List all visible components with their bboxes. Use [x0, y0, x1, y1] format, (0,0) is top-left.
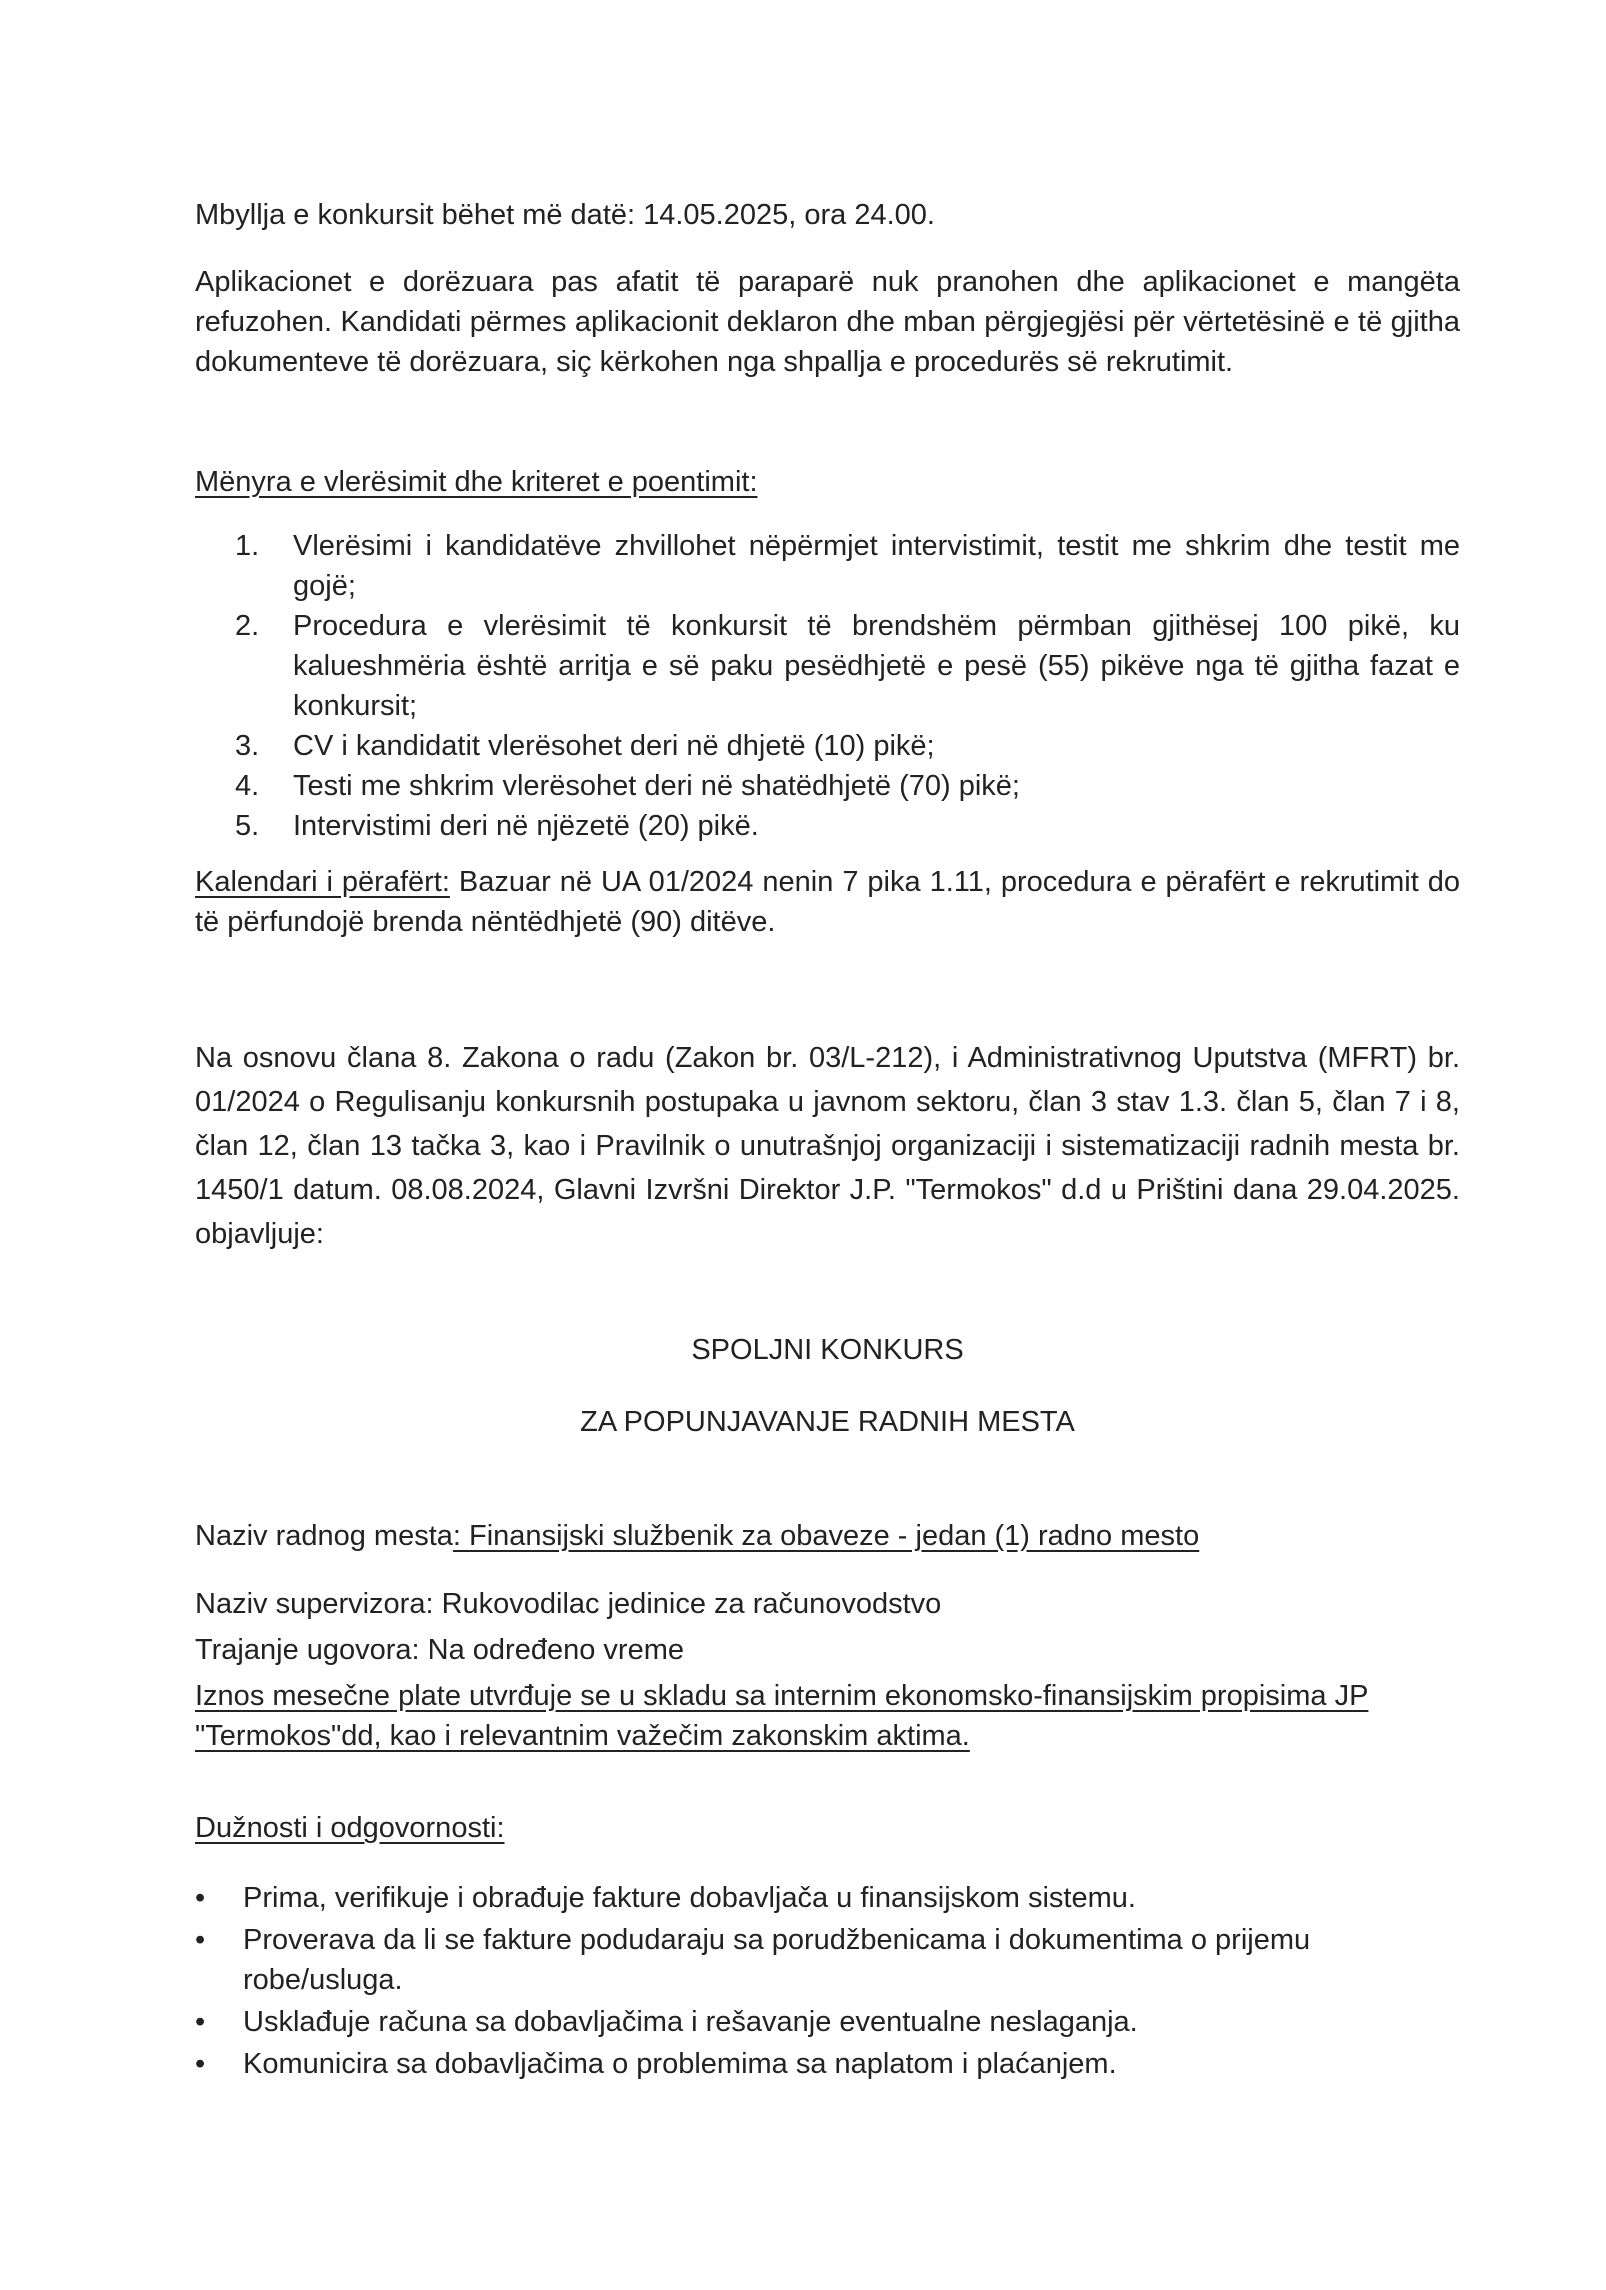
duties-list — [195, 1878, 1460, 2086]
salary-paragraph — [195, 1676, 1460, 1756]
list-item — [235, 726, 1460, 766]
bullet-icon: • — [195, 2048, 206, 2080]
duties-heading-text: Dužnosti i odgovornosti: — [195, 1812, 505, 1844]
list-item-number: 4. — [235, 770, 260, 802]
calendar-text: Bazuar në UA 01/2024 nenin 7 pika 1.11, procedura e përafërt e rekrutimit do të përfundojë brenda nëntëdhjetë (90) ditëve. — [195, 866, 1460, 938]
list-item — [235, 606, 1460, 726]
list-item — [195, 2044, 1460, 2084]
albanian-intro-paragraph: Aplikacionet e dorëzuara pas afatit të paraparë nuk pranohen dhe aplikacionet e mangëta refuzohen. Kandidati përmes aplikacionit deklaron dhe mban përgjegjësi për vërtetësinë e të gjitha dokumenteve të dorëzuara, siç kërkohen nga shpallja e procedurës së rekrutimit. — [195, 266, 1460, 378]
calendar-paragraph — [195, 862, 1460, 942]
bullet-icon: • — [195, 2006, 206, 2038]
list-item-number: 2. — [235, 610, 260, 642]
bullet-icon: • — [195, 1924, 206, 1956]
salary-text: Iznos mesečne plate utvrđuje se u skladu sa internim ekonomsko-finansijskim propisima JP "Termokos"dd, kao i relevantnim važečim zakonskim aktima. — [195, 1680, 1369, 1752]
position-value: : Finansijski službenik za obaveze - jedan (1) radno mesto — [452, 1520, 1200, 1552]
list-item-number: 1. — [235, 530, 260, 562]
position-title-line — [195, 1516, 1460, 1556]
list-item-text: Testi me shkrim vlerësohet deri në shatëdhjetë (70) pikë; — [293, 770, 1020, 802]
list-item — [195, 1920, 1460, 2000]
document-title: SPOLJNI KONKURS — [691, 1334, 964, 1366]
calendar-label: Kalendari i përafërt: — [195, 866, 450, 898]
evaluation-heading — [195, 462, 1460, 502]
list-item — [235, 806, 1460, 846]
list-item-text: CV i kandidatit vlerësohet deri në dhjetë (10) pikë; — [293, 730, 935, 762]
document-subtitle: ZA POPUNJAVANJE RADNIH MESTA — [580, 1406, 1075, 1438]
list-item — [235, 766, 1460, 806]
position-label: Naziv radnog mesta — [195, 1520, 453, 1552]
list-item-text: Proverava da li se fakture podudaraju sa porudžbenicama i dokumentima o prijemu robe/usluga. — [243, 1924, 1311, 1996]
list-item-text: Intervistimi deri në njëzetë (20) pikë. — [293, 810, 759, 842]
serbian-intro-paragraph: Na osnovu člana 8. Zakona o radu (Zakon br. 03/L-212), i Administrativnog Uputstva (MFRT) br. 01/2024 o Regulisanju konkursnih postupaka u javnom sektoru, član 3 stav 1.3. član 5, član 7 i 8, član 12, član 13 tačka 3, kao i Pravilnik o unutrašnjoj organizaciji i sistematizaciji radnih mesta br. 1450/1 datum. 08.08.2024, Glavni Izvršni Direktor J.P. "Termokos" d.d u Prištini dana 29.04.2025. objavljuje: — [195, 1042, 1460, 1250]
list-item-text: Procedura e vlerësimit të konkursit të brendshëm përmban gjithësej 100 pikë, ku kalueshmëria është arritja e së paku pesëdhjetë e pesë (55) pikëve nga të gjitha fazat e konkursit; — [293, 610, 1460, 722]
list-item — [195, 1878, 1460, 1918]
list-item-text: Usklađuje računa sa dobavljačima i rešavanje eventualne neslaganja. — [243, 2006, 1138, 2038]
list-item-number: 5. — [235, 810, 260, 842]
list-item — [195, 2002, 1460, 2042]
list-item — [235, 526, 1460, 606]
duties-heading — [195, 1808, 1460, 1848]
list-item-text: Prima, verifikuje i obrađuje fakture dobavljača u finansijskom sistemu. — [243, 1882, 1136, 1914]
evaluation-heading-text: Mënyra e vlerësimit dhe kriteret e poentimit: — [195, 466, 758, 498]
contract-duration-line: Trajanje ugovora: Na određeno vreme — [195, 1634, 684, 1666]
bullet-icon: • — [195, 1882, 206, 1914]
list-item-text: Komunicira sa dobavljačima o problemima sa naplatom i plaćanjem. — [243, 2048, 1117, 2080]
evaluation-criteria-list — [235, 526, 1460, 846]
closing-date-text: Mbyllja e konkursit bëhet më datë: 14.05.2025, ora 24.00. — [195, 199, 935, 231]
supervisor-line: Naziv supervizora: Rukovodilac jedinice za računovodstvo — [195, 1588, 942, 1620]
list-item-text: Vlerësimi i kandidatëve zhvillohet nëpërmjet intervistimit, testit me shkrim dhe testit me gojë; — [293, 530, 1460, 602]
list-item-number: 3. — [235, 730, 260, 762]
